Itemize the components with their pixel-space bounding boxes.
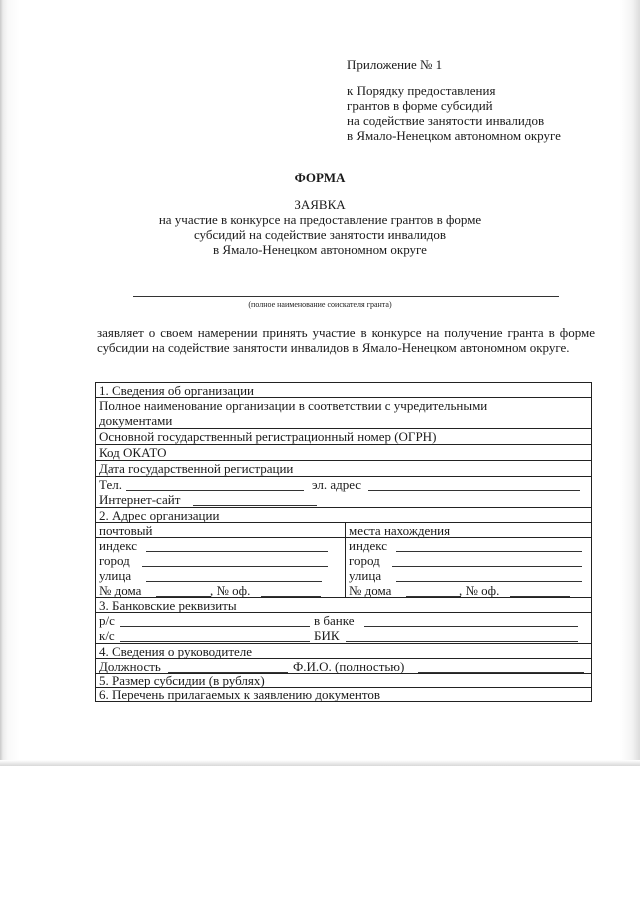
- applicant-name-line: [133, 296, 559, 297]
- tel-label: Тел.: [99, 477, 122, 492]
- postal-street-label: улица: [99, 568, 132, 583]
- form-label: ФОРМА: [294, 170, 346, 185]
- annex-line-3: на содействие занятости инвалидов: [347, 113, 545, 128]
- ks-label: к/с: [99, 628, 115, 643]
- section-organization: 1. Сведения об организации: [99, 383, 255, 398]
- section-documents: 6. Перечень прилагаемых к заявлению документов: [99, 687, 381, 702]
- postal-house-label: № дома: [99, 583, 142, 598]
- section-subsidy: 5. Размер субсидии (в рублях): [99, 673, 265, 688]
- location-street-field[interactable]: [396, 581, 582, 582]
- address-header-row: [96, 523, 591, 538]
- section-bank-row: [96, 598, 591, 613]
- fio-label: Ф.И.О. (полностью): [293, 659, 405, 674]
- postal-office-label: , № оф.: [210, 583, 251, 598]
- location-office-field[interactable]: [510, 596, 570, 597]
- location-city-label: город: [349, 553, 380, 568]
- title-line-1: на участие в конкурсе на предоставление грантов в форме: [158, 212, 482, 227]
- website-field-line[interactable]: [193, 505, 317, 506]
- fio-field[interactable]: [418, 672, 584, 673]
- postal-house-field[interactable]: [156, 596, 211, 597]
- section-head: 4. Сведения о руководителе: [99, 644, 253, 659]
- bank-fields-row: [96, 613, 591, 644]
- reg-date-label: Дата государственной регистрации: [99, 461, 294, 476]
- annex-line-2: грантов в форме субсидий: [347, 98, 493, 113]
- bank-field[interactable]: [364, 626, 578, 627]
- location-street-label: улица: [349, 568, 382, 583]
- application-form-table: [95, 382, 592, 702]
- address-column-divider: [345, 523, 346, 598]
- postal-address-header: почтовый: [99, 523, 153, 538]
- okato-label: Код ОКАТО: [99, 445, 167, 460]
- reg-date-row: [96, 461, 591, 477]
- location-house-label: № дома: [349, 583, 392, 598]
- section-head-row: [96, 644, 591, 659]
- postal-city-label: город: [99, 553, 130, 568]
- full-name-label-2: документами: [99, 413, 173, 428]
- location-city-field[interactable]: [392, 566, 582, 567]
- title-line-3: в Ямало-Ненецком автономном округе: [213, 242, 427, 257]
- full-name-row: [96, 398, 591, 429]
- contacts-row: [96, 477, 591, 508]
- annex-line-4: в Ямало-Ненецком автономном округе: [347, 128, 561, 143]
- annex-line-1: к Порядку предоставления: [347, 83, 496, 98]
- ogrn-row: [96, 429, 591, 445]
- postal-index-field[interactable]: [146, 551, 328, 552]
- location-house-field[interactable]: [406, 596, 461, 597]
- annex-title: Приложение № 1: [347, 57, 443, 72]
- location-address-header: места нахождения: [349, 523, 451, 538]
- scan-edge: [0, 760, 640, 766]
- bik-field[interactable]: [346, 641, 578, 642]
- ogrn-label: Основной государственный регистрационный номер (ОГРН): [99, 429, 437, 444]
- section-subsidy-row: [96, 674, 591, 688]
- tel-field-line[interactable]: [126, 490, 304, 491]
- okato-row: [96, 445, 591, 461]
- rs-label: р/с: [99, 613, 115, 628]
- document-title: ЗАЯВКА: [294, 197, 346, 212]
- website-label: Интернет-сайт: [99, 492, 181, 507]
- email-field-line[interactable]: [368, 490, 580, 491]
- position-label: Должность: [99, 659, 161, 674]
- section-address: 2. Адрес организации: [99, 508, 220, 523]
- postal-city-field[interactable]: [142, 566, 328, 567]
- bank-label: в банке: [314, 613, 355, 628]
- email-label: эл. адрес: [312, 477, 362, 492]
- intro-paragraph: заявляет о своем намерении принять участие в конкурсе на получение гранта в форме субсидии на содействие занятости инвалидов в Ямало-Ненецком автономном округе.: [97, 325, 595, 355]
- section-documents-row: [96, 688, 591, 702]
- section-bank: 3. Банковские реквизиты: [99, 598, 237, 613]
- bik-label: БИК: [314, 628, 340, 643]
- applicant-caption: (полное наименование соискателя гранта): [248, 300, 392, 309]
- location-index-field[interactable]: [396, 551, 582, 552]
- rs-field[interactable]: [120, 626, 310, 627]
- title-line-2: субсидий на содействие занятости инвалидов: [193, 227, 447, 242]
- section-address-row: [96, 508, 591, 523]
- location-index-label: индекс: [349, 538, 388, 553]
- address-fields-row: [96, 538, 591, 598]
- postal-street-field[interactable]: [146, 581, 322, 582]
- location-office-label: , № оф.: [459, 583, 500, 598]
- full-name-label-1: Полное наименование организации в соответствии с учредительными: [99, 398, 488, 413]
- postal-office-field[interactable]: [261, 596, 321, 597]
- ks-field[interactable]: [120, 641, 310, 642]
- section-organization-row: [96, 383, 591, 398]
- postal-index-label: индекс: [99, 538, 138, 553]
- head-fields-row: [96, 659, 591, 674]
